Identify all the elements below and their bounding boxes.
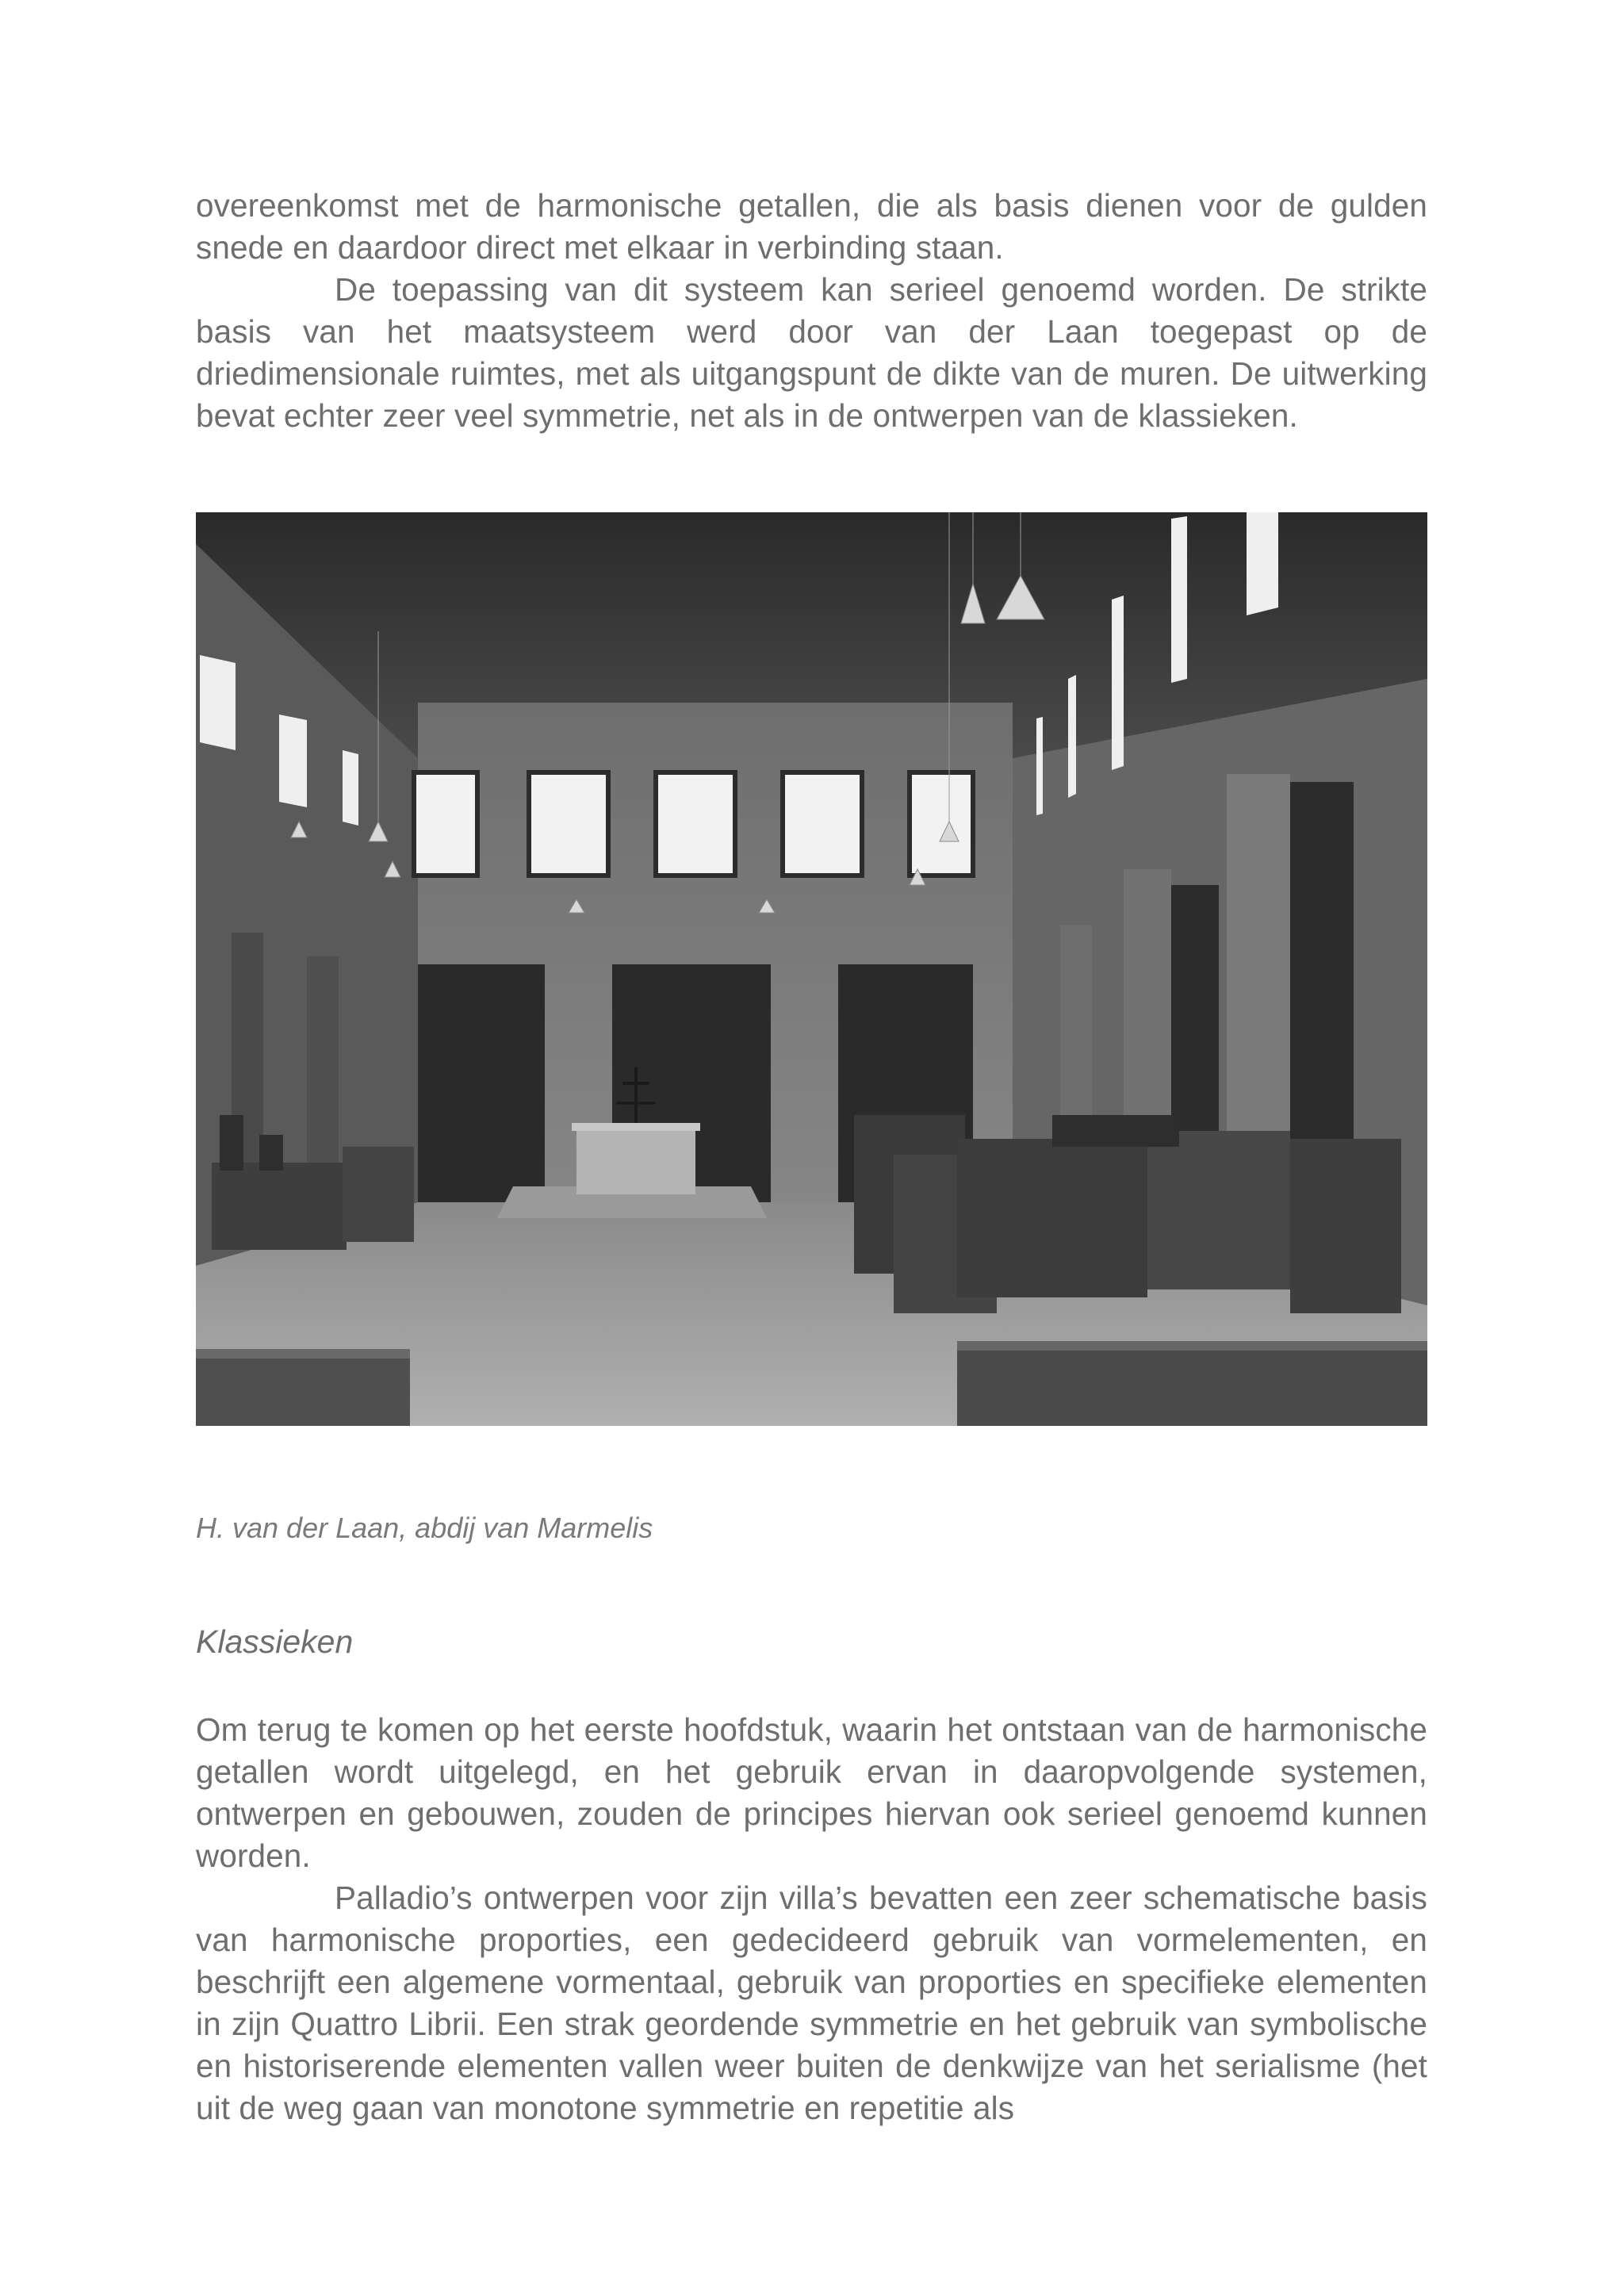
- intro-text: [196, 185, 1427, 437]
- section-text: [196, 1709, 1427, 2129]
- section-paragraph-2: Palladio’s ontwerpen voor zijn villa’s bevatten een zeer schematische basis van harmonische proporties, een gedecideerd gebruik van vormelementen, en beschrijft een algemene vormentaal, gebruik van proporties en specifieke elementen in zijn Quattro Librii. Een strak geordende symmetrie en het gebruik van symbolische en historiserende elementen vallen weer buiten de denkwijze van het serialisme (het uit de weg gaan van monotone symmetrie en repetitie als: [196, 1880, 1427, 2126]
- section-heading: Klassieken: [196, 1623, 354, 1660]
- intro-paragraph-1: overeenkomst met de harmonische getallen, die als basis dienen voor de gulden snede en daardoor direct met elkaar in verbinding staan.: [196, 187, 1427, 266]
- intro-paragraph-2: De toepassing van dit systeem kan serieel genoemd worden. De strikte basis van het maatsysteem werd door van der Laan toegepast op de driedimensionale ruimtes, met als uitgangspunt de dikte van de muren. De uitwerking bevat echter zeer veel symmetrie, net als in de ontwerpen van de klassieken.: [196, 271, 1427, 434]
- figure-caption: H. van der Laan, abdij van Marmelis: [196, 1512, 653, 1544]
- section-paragraph-1: Om terug te komen op het eerste hoofdstuk, waarin het ontstaan van de harmonische getallen wordt uitgelegd, en het gebruik ervan in daaropvolgende systemen, ontwerpen en gebouwen, zouden de principes hiervan ook serieel genoemd kunnen worden.: [196, 1711, 1427, 1874]
- church-interior-photo: [196, 512, 1427, 1426]
